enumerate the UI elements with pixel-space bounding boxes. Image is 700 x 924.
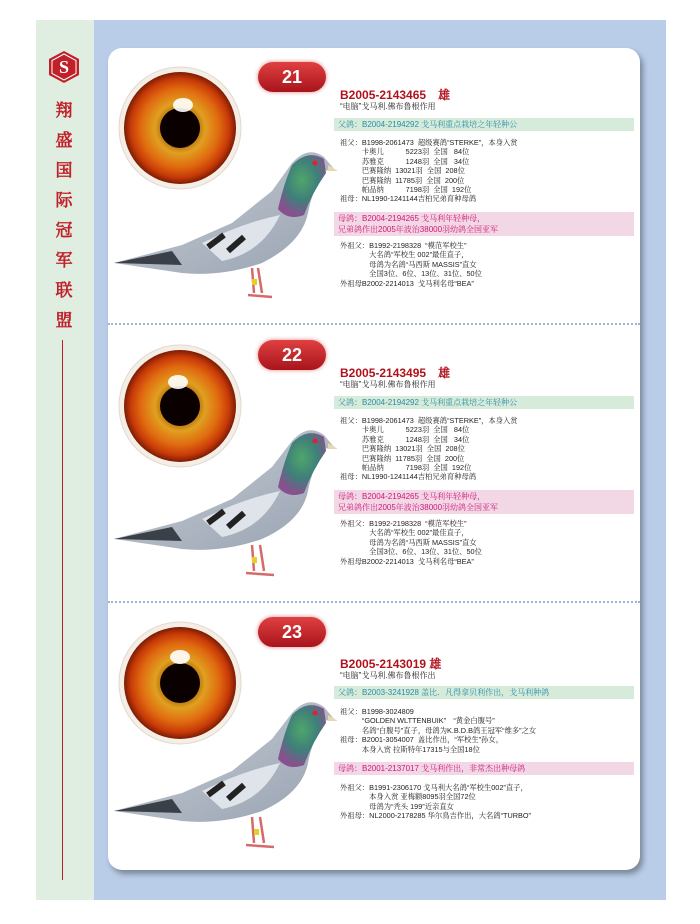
pedigree-line: 全国3位、6位、13位、31位、50位 [340,547,482,557]
sire-pedigree [340,138,518,204]
dam-pedigree [340,519,482,566]
pedigree-line: 本身入赏 亚梅额8095羽全国72位 [340,792,476,802]
org-char: 军 [55,251,73,270]
pigeon-photo [112,693,337,863]
pigeon-entry-23 [108,605,640,867]
pedigree-line: 母鸽为“秃头 199”近亲直女 [340,801,454,811]
breeder-line: “电脑”戈马利.佛布鲁根作出 [340,671,436,680]
pedigree-line: 祖母：NL1990-1241144吉柏兄弟育种母鸽 [340,194,477,204]
org-char: 际 [55,191,73,210]
entry-number-badge: 22 [258,340,326,370]
pedigree-line: 巴赛隆纳 13021羽 全国 208位 [340,166,465,176]
pedigree-line: 母鸽为名鸽“马西斯 MASSIS”直女 [340,259,477,269]
pigeon-entry-22 [108,326,640,601]
pedigree-line: 巴赛隆纳 13021羽 全国 208位 [340,444,465,454]
dam-bar-line: 母鸽：B2004-2194265 戈马利年轻种母， [338,492,486,501]
sire-pedigree [340,707,536,754]
pedigree-line: 大名鸽“军校生 002”最佳直子， [340,250,469,260]
sidebar-rule [62,340,63,880]
pigeon-photo [112,143,337,313]
pedigree-line: 全国3位、6位、13位、31位、50位 [340,269,482,279]
org-char: 翔 [55,101,73,120]
pedigree-line: 外祖母：NL2000-2178285 华尔鳥吉作出，大名鸽“TURBO” [340,811,531,821]
pedigree-line: 苏雅克 1248羽 全国 34位 [340,434,470,444]
ring-number: B2005-2143465 雄 [340,88,451,102]
org-char: 冠 [55,221,73,240]
dam-bar-line: 母鸽：B2004-2194265 戈马利年轻种母， [338,214,486,223]
dam-bar: 母鸽：B2001-2137017 戈马利作出，非常杰出种母鸽 [334,762,634,775]
logo-letter: S [58,57,70,77]
org-name [52,96,76,336]
logo-icon [48,50,80,84]
pigeon-entry-21 [108,48,640,323]
pedigree-line: 外祖母B2002-2214013 戈马利名母“BEA” [340,278,474,288]
pedigree-line: 大名鸽“军校生 002”最佳直子， [340,528,469,538]
pigeon-photo [112,421,337,591]
dam-pedigree [340,241,482,288]
org-char: 盛 [55,131,73,150]
sire-pedigree [340,416,518,482]
dam-bar-line: 兄弟鸽作出2005年波治38000羽幼鸽全国亚军 [338,503,499,512]
org-char: 盟 [55,311,73,330]
pedigree-line: 苏雅克 1248羽 全国 34位 [340,156,470,166]
pedigree-line: 外祖父：B1992-2198328 “模范军校生” [340,519,467,528]
sire-bar: 父鸽：B2004-2194292 戈马利重点栽培之年轻种公 [334,118,634,131]
pedigree-line: 卡奥儿 5223羽 全国 84位 [340,147,470,157]
pedigree-line: 祖父：B1998-3024809 [340,707,414,716]
pedigree-line: 本身入赏 拉斯特年17315与全国18位 [340,744,480,754]
pedigree-line: 巴赛隆纳 11785羽 全国 200位 [340,453,465,463]
dam-bar [334,212,634,236]
pedigree-line: 祖父：B1998-2061473 超级赛鸽“STERKE”，本身入赏 [340,416,518,425]
pedigree-line: 名鸽“白腹号”直子，母鸽为K.B.D.B鸽王冠军“维多”之女 [340,725,537,735]
sire-bar: 父鸽：B2003-3241928 盖比．凡得拿贝利作出，戈马利种鸽 [334,686,634,699]
org-char: 联 [55,281,73,300]
pedigree-line: 帕品纳 7198羽 全国 192位 [340,185,472,195]
pedigree-line: 祖母：NL1990-1241144吉柏兄弟育种母鸽 [340,472,477,482]
breeder-line: “电脑”戈马利.佛布鲁根作用 [340,102,436,111]
pedigree-line: 祖父：B1998-2061473 超级赛鸽“STERKE”，本身入赏 [340,138,518,147]
dam-pedigree [340,783,531,821]
sire-bar: 父鸽：B2004-2194292 戈马利重点栽培之年轻种公 [334,396,634,409]
entry-divider [108,323,640,325]
org-char: 国 [55,161,73,180]
entry-number-badge: 21 [258,62,326,92]
ring-number: B2005-2143019 雄 [340,657,442,671]
entry-number-badge: 23 [258,617,326,647]
pedigree-line: 卡奥儿 5223羽 全国 84位 [340,425,470,435]
dam-bar [334,490,634,514]
pedigree-line: 祖母：B2001-3054007 盖比作出，“军校生”孙女， [340,735,504,745]
pedigree-line: 帕品纳 7198羽 全国 192位 [340,463,472,473]
pedigree-line: 外祖父：B1992-2198328 “模范军校生” [340,241,467,250]
entry-divider [108,601,640,603]
breeder-line: “电脑”戈马利.佛布鲁根作用 [340,380,436,389]
pedigree-line: “GOLDEN WLTTENBUIK” “黄金白腹号” [340,716,495,726]
ring-number: B2005-2143495 雄 [340,366,451,380]
dam-bar-line: 兄弟鸽作出2005年波治38000羽幼鸽全国亚军 [338,225,499,234]
pedigree-line: 巴赛隆纳 11785羽 全国 200位 [340,175,465,185]
pedigree-line: 外祖父：B1991-2306170 戈马利大名鸽“军校生002”直子， [340,783,528,792]
pedigree-line: 母鸽为名鸽“马西斯 MASSIS”直女 [340,537,477,547]
pedigree-line: 外祖母B2002-2214013 戈马利名母“BEA” [340,556,474,566]
